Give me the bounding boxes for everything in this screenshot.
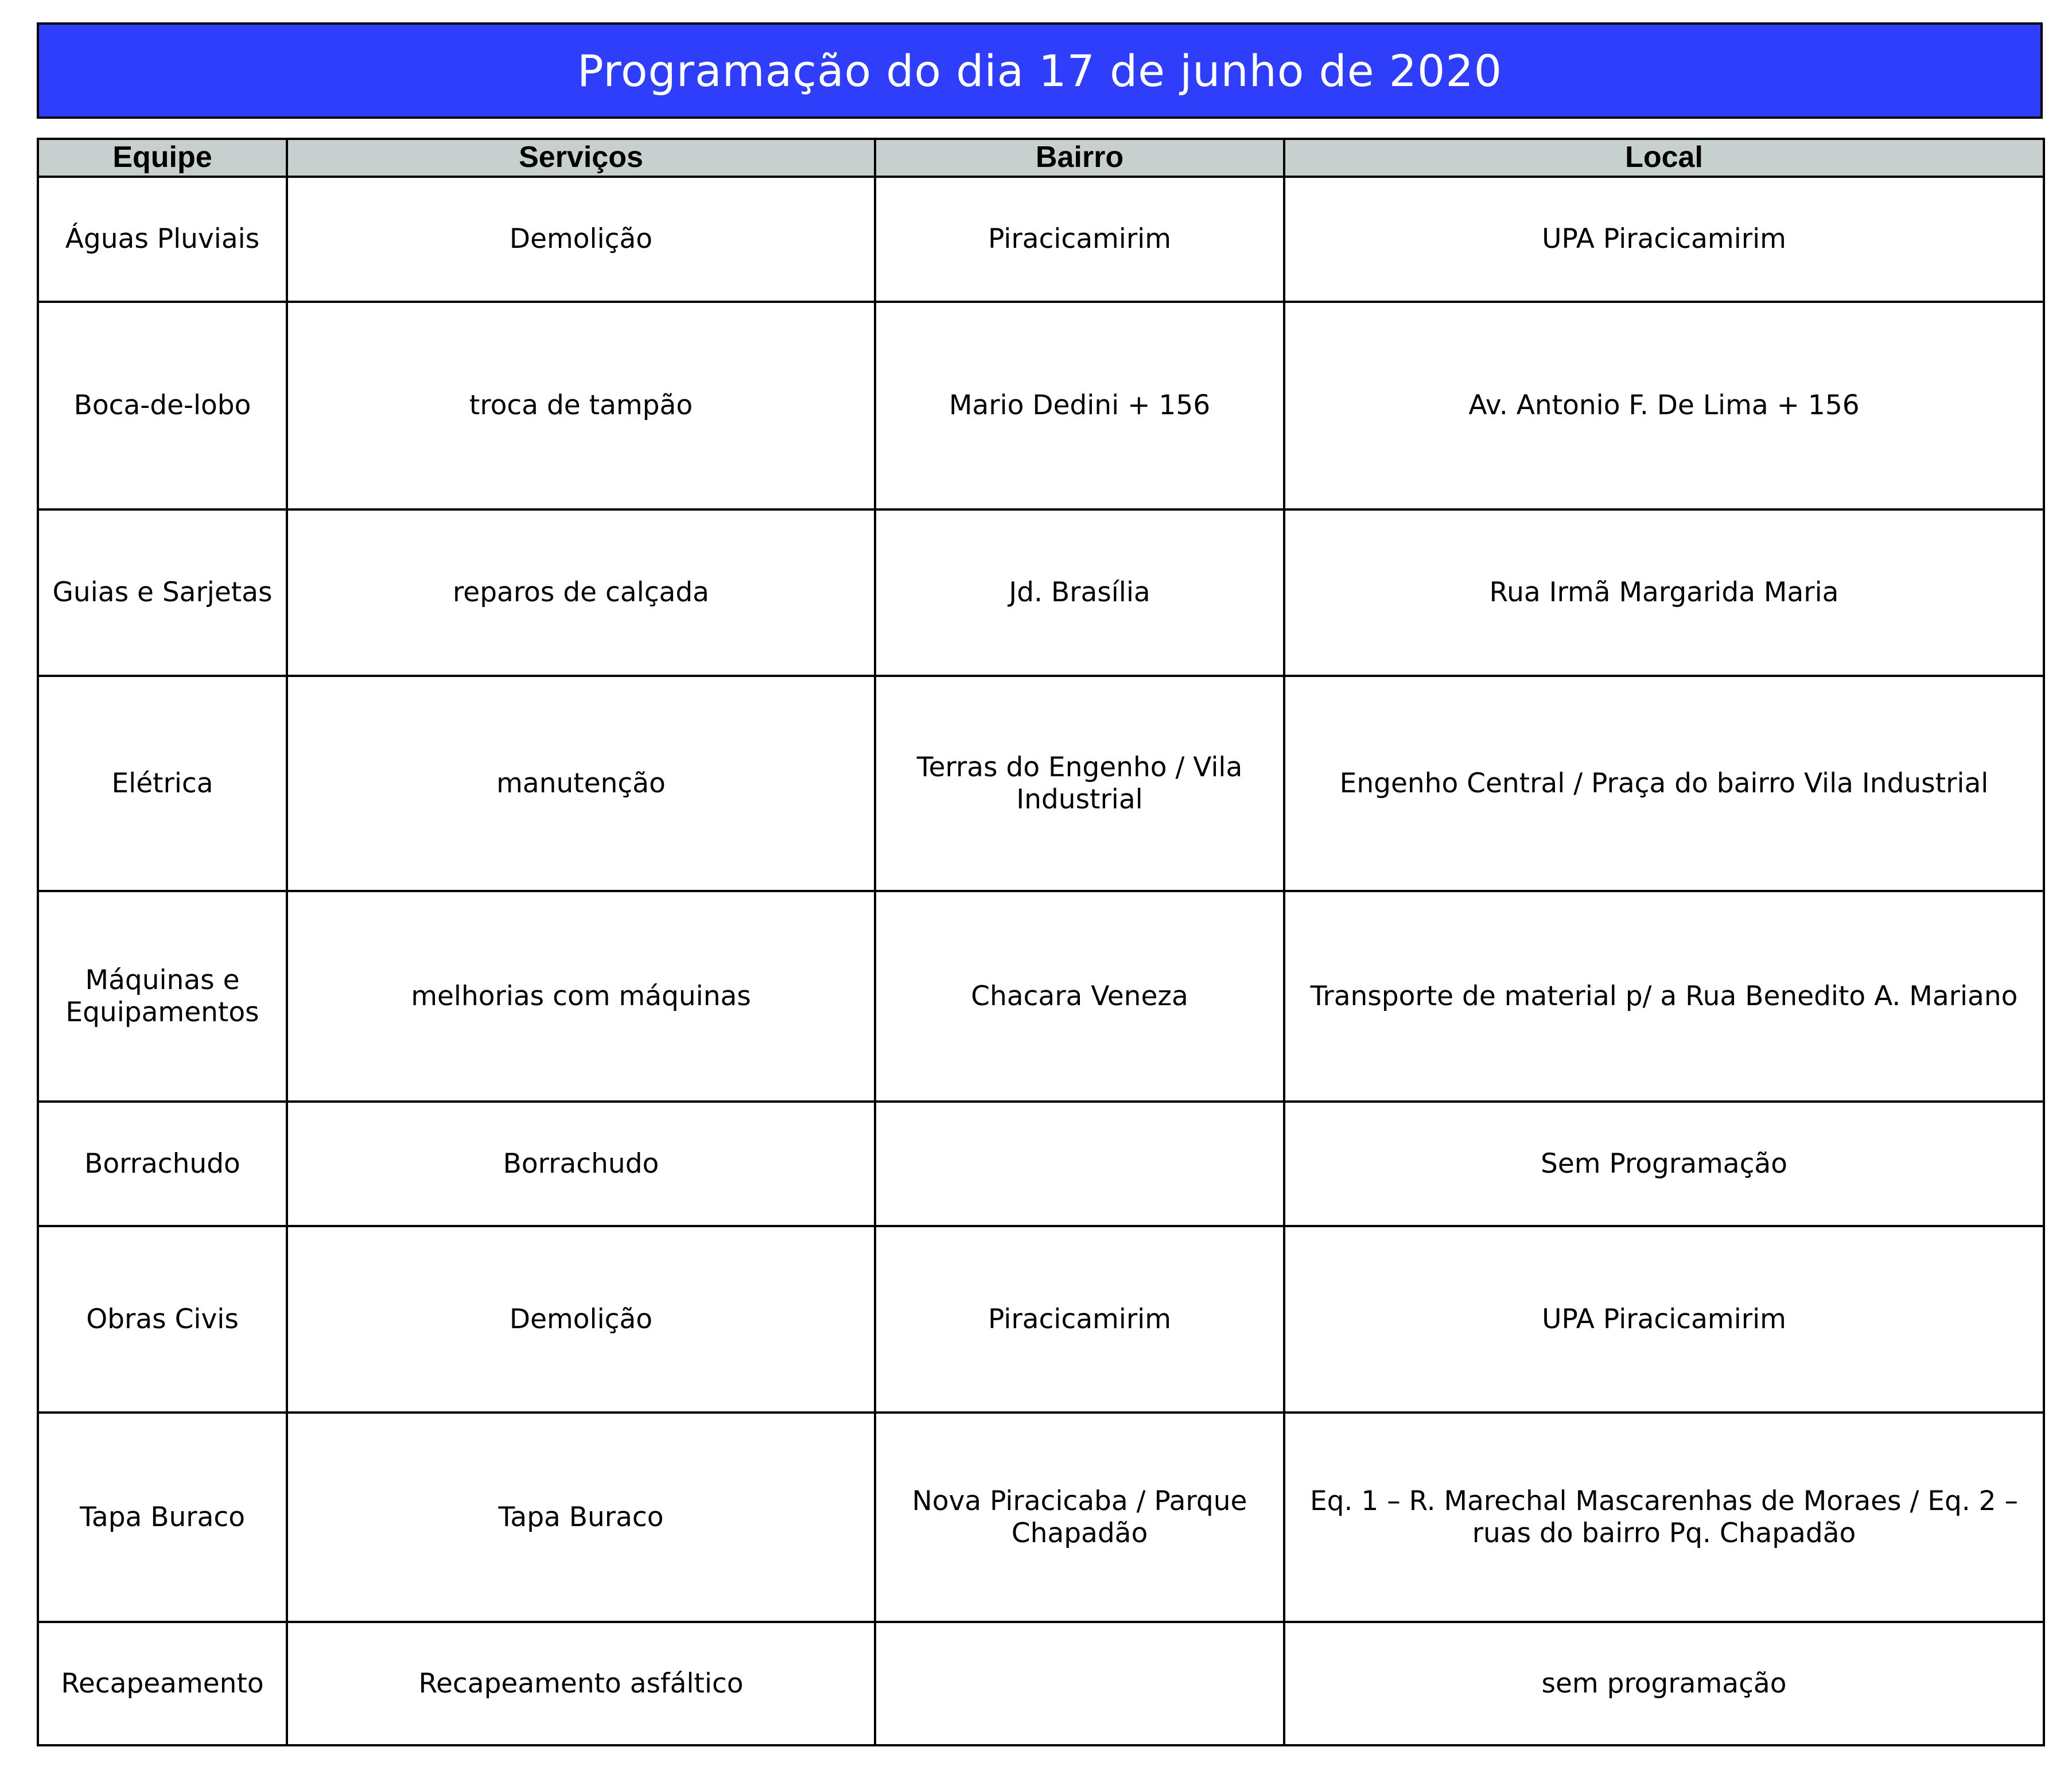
- table-row: [38, 302, 2044, 509]
- cell-servicos: Demolição: [287, 177, 875, 302]
- cell-bairro: Jd. Brasília: [875, 509, 1284, 676]
- cell-bairro: Chacara Veneza: [875, 891, 1284, 1102]
- cell-local: Transporte de material p/ a Rua Benedito A. Mariano: [1284, 891, 2044, 1102]
- table-row: [38, 1622, 2044, 1745]
- table-row: [38, 891, 2044, 1102]
- cell-local: Rua Irmã Margarida Maria: [1284, 509, 2044, 676]
- cell-servicos: Demolição: [287, 1226, 875, 1413]
- cell-bairro: Nova Piracicaba / Parque Chapadão: [875, 1413, 1284, 1622]
- header-local: Local: [1284, 139, 2044, 177]
- cell-servicos: reparos de calçada: [287, 509, 875, 676]
- cell-equipe: Elétrica: [38, 676, 287, 891]
- header-row: [38, 139, 2044, 177]
- cell-bairro: [875, 1622, 1284, 1745]
- cell-local: UPA Piracicamirim: [1284, 177, 2044, 302]
- table-row: [38, 1413, 2044, 1622]
- header-servicos: Serviços: [287, 139, 875, 177]
- cell-local: sem programação: [1284, 1622, 2044, 1745]
- table-row: [38, 676, 2044, 891]
- cell-equipe: Tapa Buraco: [38, 1413, 287, 1622]
- cell-equipe: Obras Civis: [38, 1226, 287, 1413]
- cell-servicos: troca de tampão: [287, 302, 875, 509]
- cell-bairro: Terras do Engenho / Vila Industrial: [875, 676, 1284, 891]
- cell-bairro: Mario Dedini + 156: [875, 302, 1284, 509]
- schedule-table: [37, 138, 2045, 1746]
- cell-equipe: Máquinas e Equipamentos: [38, 891, 287, 1102]
- header-bairro: Bairro: [875, 139, 1284, 177]
- cell-servicos: melhorias com máquinas: [287, 891, 875, 1102]
- cell-local: UPA Piracicamirim: [1284, 1226, 2044, 1413]
- table-row: [38, 509, 2044, 676]
- header-equipe: Equipe: [38, 139, 287, 177]
- cell-equipe: Guias e Sarjetas: [38, 509, 287, 676]
- cell-servicos: Borrachudo: [287, 1102, 875, 1226]
- cell-servicos: Tapa Buraco: [287, 1413, 875, 1622]
- cell-bairro: Piracicamirim: [875, 177, 1284, 302]
- table-row: [38, 1102, 2044, 1226]
- cell-local: Eq. 1 – R. Marechal Mascarenhas de Moraes / Eq. 2 – ruas do bairro Pq. Chapadão: [1284, 1413, 2044, 1622]
- cell-equipe: Borrachudo: [38, 1102, 287, 1226]
- cell-local: Sem Programação: [1284, 1102, 2044, 1226]
- table-row: [38, 1226, 2044, 1413]
- cell-equipe: Boca-de-lobo: [38, 302, 287, 509]
- cell-local: Engenho Central / Praça do bairro Vila Industrial: [1284, 676, 2044, 891]
- table-row: [38, 177, 2044, 302]
- cell-bairro: Piracicamirim: [875, 1226, 1284, 1413]
- cell-servicos: Recapeamento asfáltico: [287, 1622, 875, 1745]
- title-banner: [37, 22, 2043, 119]
- cell-bairro: [875, 1102, 1284, 1226]
- cell-equipe: Recapeamento: [38, 1622, 287, 1745]
- cell-servicos: manutenção: [287, 676, 875, 891]
- cell-equipe: Águas Pluviais: [38, 177, 287, 302]
- cell-local: Av. Antonio F. De Lima + 156: [1284, 302, 2044, 509]
- page-title: Programação do dia 17 de junho de 2020: [577, 45, 1503, 96]
